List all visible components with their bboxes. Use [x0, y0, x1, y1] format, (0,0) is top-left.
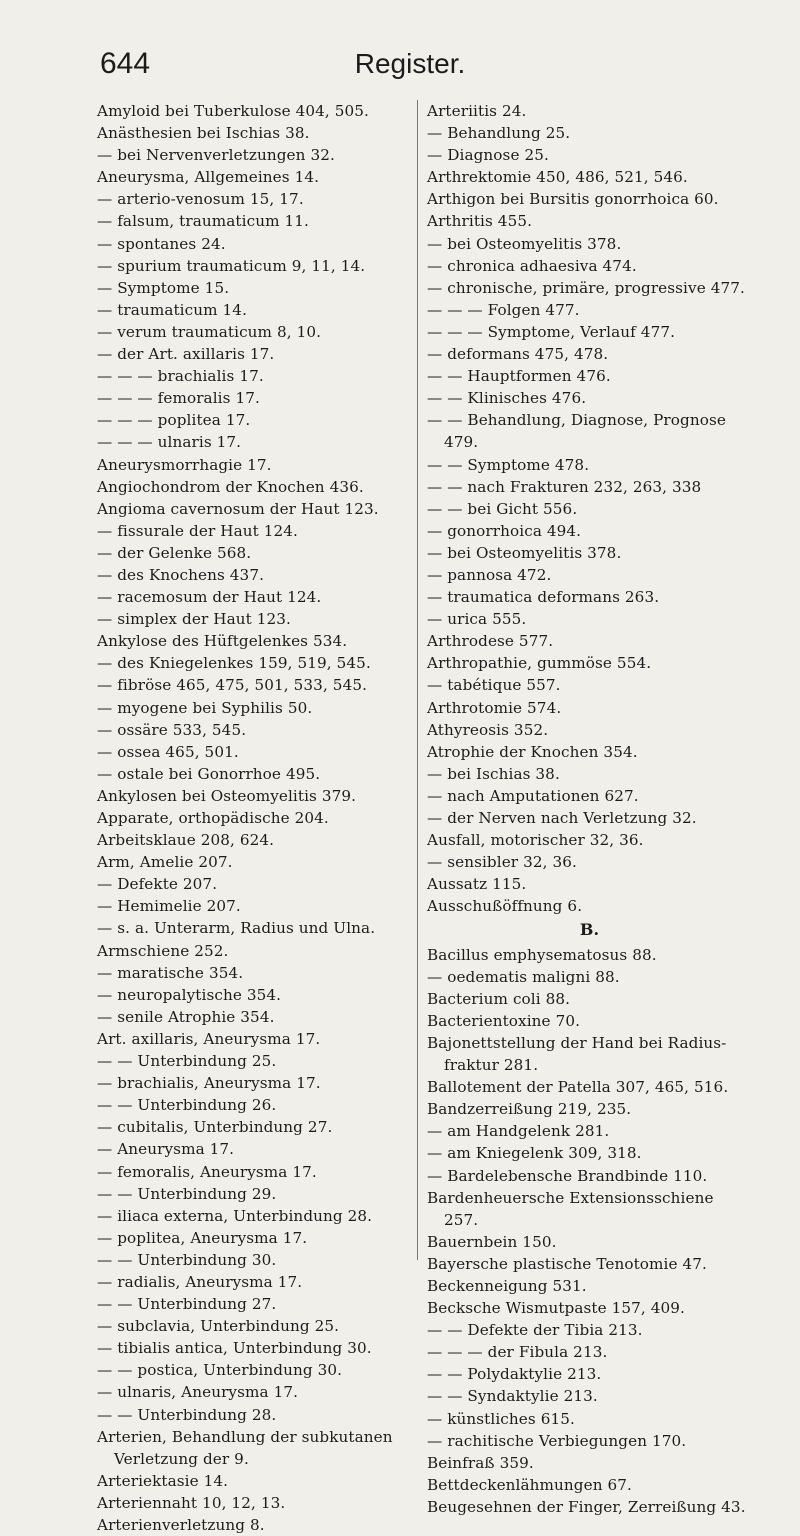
index-entry: Athyreosis 352.	[427, 720, 549, 739]
index-entry: Arterienverletzung 8.	[97, 1516, 265, 1534]
index-entry: Ausfall, motorischer 32, 36.	[427, 831, 644, 850]
index-column-left	[97, 100, 415, 1536]
index-entry: Bacterientoxine 70.	[427, 1011, 581, 1030]
index-entry: — am Handgelenk 281.	[427, 1122, 610, 1141]
index-entry: — — Hauptformen 476.	[427, 367, 611, 386]
index-entry: Ballotement der Patella 307, 465, 516.	[427, 1078, 729, 1097]
index-entry: — tibialis antica, Unterbindung 30.	[97, 1339, 372, 1358]
index-entry: — — — Symptome, Verlauf 477.	[427, 322, 676, 341]
index-entry: Arteriektasie 14.	[97, 1471, 229, 1490]
index-entry: Atrophie der Knochen 354.	[427, 742, 638, 761]
index-entry: — ulnaris, Aneurysma 17.	[97, 1383, 299, 1402]
index-entry: Bardenheuersche Extensionsschiene 257.	[427, 1188, 714, 1229]
index-entry: — poplitea, Aneurysma 17.	[97, 1228, 308, 1247]
index-entry: Bettdeckenlähmungen 67.	[427, 1475, 632, 1494]
index-entry: — Defekte 207.	[97, 875, 218, 894]
index-entry: — traumatica deformans 263.	[427, 588, 660, 607]
index-entry: Ausschußöffnung 6.	[427, 897, 583, 916]
index-entry: — fissurale der Haut 124.	[97, 521, 298, 540]
index-entry: — — Unterbindung 30.	[97, 1250, 277, 1269]
index-entry: Arteriennaht 10, 12, 13.	[97, 1493, 286, 1512]
index-entry: Bandzerreißung 219, 235.	[427, 1100, 632, 1119]
index-entry: — tabétique 557.	[427, 676, 561, 695]
index-entry: Art. axillaris, Aneurysma 17.	[97, 1029, 321, 1048]
index-entry: — Hemimelie 207.	[97, 897, 241, 916]
index-entry: — — Polydaktylie 213.	[427, 1365, 602, 1384]
index-entry: — deformans 475, 478.	[427, 345, 609, 364]
index-entry: — femoralis, Aneurysma 17.	[97, 1162, 317, 1181]
index-entry: — verum traumaticum 8, 10.	[97, 322, 322, 341]
index-entry: — — Klinisches 476.	[427, 389, 587, 408]
index-entry: Arthritis 455.	[427, 212, 533, 231]
index-entry: Arthropathie, gummöse 554.	[427, 654, 652, 673]
index-entry: — bei Ischias 38.	[427, 764, 560, 783]
index-entry: — bei Osteomyelitis 378.	[427, 543, 622, 562]
index-entry: — des Knochens 437.	[97, 565, 265, 584]
index-entry: Amyloid bei Tuberkulose 404, 505.	[97, 102, 369, 120]
index-entry: — bei Osteomyelitis 378.	[427, 234, 622, 253]
index-entry: — senile Atrophie 354.	[97, 1007, 275, 1026]
index-entry: — — Defekte der Tibia 213.	[427, 1321, 643, 1340]
index-entry: — chronica adhaesiva 474.	[427, 256, 637, 275]
index-entry: Aneurysmorrhagie 17.	[97, 455, 272, 474]
index-entry: — myogene bei Syphilis 50.	[97, 698, 313, 717]
index-entry: — — Unterbindung 29.	[97, 1184, 277, 1203]
index-entry: — neuropalytische 354.	[97, 985, 282, 1004]
index-entry: — bei Nervenverletzungen 32.	[97, 146, 335, 165]
index-entry: Arthigon bei Bursitis gonorrhoica 60.	[427, 190, 719, 209]
index-entry: — Symptome 15.	[97, 278, 230, 297]
index-entry: — — Unterbindung 25.	[97, 1052, 277, 1071]
index-entry: — — — der Fibula 213.	[427, 1343, 608, 1362]
index-entry: — Behandlung 25.	[427, 124, 571, 143]
index-entry: Bauernbein 150.	[427, 1232, 557, 1251]
index-entry: — Bardelebensche Brandbinde 110.	[427, 1166, 708, 1185]
index-entry: — urica 555.	[427, 610, 527, 629]
index-entry: Beugesehnen der Finger, Zerreißung 43.	[427, 1497, 746, 1516]
index-entry: — am Kniegelenk 309, 318.	[427, 1144, 642, 1163]
index-entry: — — — femoralis 17.	[97, 389, 260, 408]
index-entry: — — Symptome 478.	[427, 455, 590, 474]
index-entry: — spurium traumaticum 9, 11, 14.	[97, 256, 366, 275]
index-entry: — — Unterbindung 26.	[97, 1096, 277, 1115]
index-entry: — — Behandlung, Diagnose, Prognose 479.	[427, 411, 726, 452]
index-entry: — Aneurysma 17.	[97, 1140, 235, 1159]
index-entry: Arthrodese 577.	[427, 632, 554, 651]
index-entry: — — nach Frakturen 232, 263, 338	[427, 477, 702, 496]
index-entry: — des Kniegelenkes 159, 519, 545.	[97, 654, 371, 673]
index-entry: — racemosum der Haut 124.	[97, 588, 322, 607]
index-entry: — nach Amputationen 627.	[427, 786, 639, 805]
index-entry: — rachitische Verbiegungen 170.	[427, 1431, 687, 1450]
index-entry: — falsum, traumaticum 11.	[97, 212, 309, 231]
index-entry: — ossea 465, 501.	[97, 742, 239, 761]
index-entry: — gonorrhoica 494.	[427, 521, 582, 540]
index-entry: Becksche Wismutpaste 157, 409.	[427, 1299, 685, 1318]
index-entry: — sensibler 32, 36.	[427, 853, 577, 872]
index-entry: — iliaca externa, Unterbindung 28.	[97, 1206, 373, 1225]
index-entry: — pannosa 472.	[427, 565, 552, 584]
index-entry: Aneurysma, Allgemeines 14.	[97, 168, 320, 187]
index-entry: — Diagnose 25.	[427, 146, 549, 165]
index-entry: Arthrotomie 574.	[427, 698, 562, 717]
index-entry: — radialis, Aneurysma 17.	[97, 1272, 303, 1291]
index-entry: — — — Folgen 477.	[427, 300, 580, 319]
column-divider	[417, 100, 418, 1260]
index-entry: — — postica, Unterbindung 30.	[97, 1361, 343, 1380]
index-entry: — spontanes 24.	[97, 234, 226, 253]
index-entry: — — Unterbindung 28.	[97, 1405, 277, 1424]
index-entry: Anästhesien bei Ischias 38.	[97, 124, 310, 143]
index-entry: — ostale bei Gonorrhoe 495.	[97, 764, 321, 783]
index-entry: Arteriitis 24.	[427, 102, 527, 120]
index-entry: — ossäre 533, 545.	[97, 720, 247, 739]
index-entry: — — — poplitea 17.	[97, 411, 251, 430]
index-entry: — brachialis, Aneurysma 17.	[97, 1074, 321, 1093]
index-entry: — — bei Gicht 556.	[427, 499, 578, 518]
index-entry: Apparate, orthopädische 204.	[97, 809, 329, 827]
index-column-right	[427, 100, 752, 1518]
index-entry: — arterio-venosum 15, 17.	[97, 190, 304, 209]
index-entry: — — — ulnaris 17.	[97, 433, 242, 452]
index-entry: Bajonettstellung der Hand bei Radius-fraktur 281.	[427, 1033, 727, 1075]
index-entry: — cubitalis, Unterbindung 27.	[97, 1118, 333, 1137]
index-entry: Beckenneigung 531.	[427, 1276, 587, 1295]
index-entry: Ankylose des Hüftgelenkes 534.	[97, 632, 348, 651]
index-entry: — s. a. Unterarm, Radius und Ulna.	[97, 919, 376, 938]
index-entry: Arthrektomie 450, 486, 521, 546.	[427, 168, 688, 187]
page-number: 644	[100, 47, 151, 80]
index-entry: Bacterium coli 88.	[427, 989, 571, 1008]
index-entry: — chronische, primäre, progressive 477.	[427, 278, 745, 297]
index-entry: — fibröse 465, 475, 501, 533, 545.	[97, 676, 368, 695]
index-entry: Arm, Amelie 207.	[97, 853, 233, 872]
index-entry: — maratische 354.	[97, 963, 244, 982]
index-entry: — oedematis maligni 88.	[427, 967, 620, 986]
index-entry: Angioma cavernosum der Haut 123.	[97, 499, 379, 518]
index-entry: Arterien, Behandlung der subkutanen Verletzung der 9.	[97, 1427, 393, 1468]
section-letter: B.	[579, 920, 600, 940]
index-entry: — künstliches 615.	[427, 1409, 575, 1428]
index-entry: Bacillus emphysematosus 88.	[427, 945, 657, 964]
index-entry: Beinfraß 359.	[427, 1453, 534, 1472]
index-entry: Arbeitsklaue 208, 624.	[97, 831, 275, 850]
index-entry: Bayersche plastische Tenotomie 47.	[427, 1254, 707, 1273]
page-header	[100, 48, 720, 88]
index-entry: — der Gelenke 568.	[97, 543, 252, 562]
index-entry: — — Syndaktylie 213.	[427, 1387, 598, 1406]
index-entry: Armschiene 252.	[97, 941, 229, 960]
index-entry: — der Art. axillaris 17.	[97, 345, 275, 364]
index-entry: Angiochondrom der Knochen 436.	[97, 477, 364, 496]
index-entry: — der Nerven nach Verletzung 32.	[427, 809, 697, 827]
index-entry: — simplex der Haut 123.	[97, 610, 291, 629]
index-entry: Aussatz 115.	[427, 875, 527, 894]
index-entry: — — Unterbindung 27.	[97, 1295, 277, 1314]
index-entry: — — — brachialis 17.	[97, 367, 264, 386]
index-entry: — traumaticum 14.	[97, 300, 248, 319]
running-title: Register.	[354, 48, 466, 79]
index-entry: Ankylosen bei Osteomyelitis 379.	[97, 786, 357, 805]
index-entry: — subclavia, Unterbindung 25.	[97, 1317, 340, 1336]
